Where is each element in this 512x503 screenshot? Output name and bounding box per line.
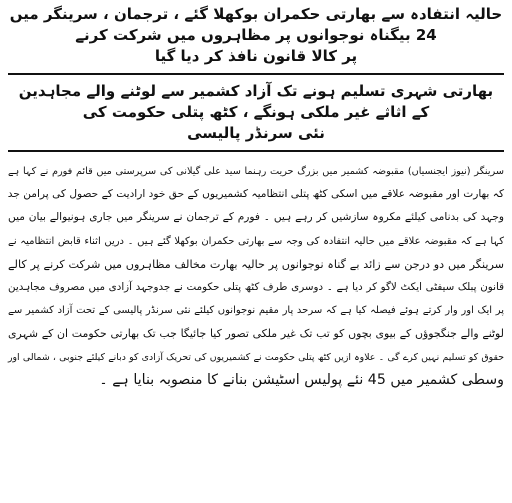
article-line: لوٹنے والے جنگجوؤں کے بیوی بچوں کو تب تک غیر ملکی تصور کیا جائیگا جب تک بھارتی حکومت ان کے شہری: [8, 327, 504, 341]
divider-rule-2: [8, 150, 504, 152]
headline-line-1: حالیہ انتفادہ سے بھارتی حکمران بوکھلا گئے ، ترجمان ، سرینگر میں 24 بیگناہ نوجوانوں پر مظاہروں میں شرکت کرنے: [9, 5, 503, 44]
article-line: وسطی کشمیر میں 45 نئے پولیس اسٹیشن بنانے کا منصوبہ بنایا ہے ۔: [99, 371, 504, 388]
subheadline-line-2: نئی سرنڈر پالیسی: [187, 124, 325, 142]
subheadline: [8, 81, 504, 144]
article-body: [8, 160, 504, 392]
article-line: سرینگر میں دو درجن سے زائد بے گناہ نوجوانوں پر حالیہ بھارت مخالف مظاہروں میں شرکت کرنے پر کالے: [8, 257, 504, 271]
article-line: حقوق کو تسلیم نہیں کرے گی ۔ علاوہ ازیں کٹھ پتلی حکومت نے کشمیریوں کی تحریک آزادی کو دبانے کیلئے جنوبی ، شمالی اور: [8, 351, 504, 363]
article-line: پر ایک اور وار کرتے ہوئے فیصلہ کیا ہے کہ سرحد پار مقیم نوجوانوں کیلئے نئی سرنڈر پالیسی کے تحت آزاد کشمیر سے: [8, 305, 504, 317]
article-line: سرینگر (نیوز ایجنسیاں) مقبوضہ کشمیر میں بزرگ حریت رہنما سید علی گیلانی کی سرپرستی میں قائم فورم نے کہا ہے: [8, 166, 504, 177]
article-line: کہ بھارت اور مقبوضہ علاقے میں اسکی کٹھ پتلی انتظامیہ کشمیریوں کے حق خود ارادیت کے حصول کی پرامن جد: [7, 188, 504, 201]
headline-line-2: پر کالا قانون نافذ کر دیا گیا: [154, 47, 358, 65]
article-line: کہا ہے کہ مقبوضہ علاقے میں حالیہ انتفادہ کی وجہ سے بھارتی حکمران بوکھلا گئے ہیں ۔ دریں اثناء قابض انتظامیہ نے: [8, 235, 504, 247]
article-line: قانون پبلک سیفٹی ایکٹ لاگو کر دیا ہے ۔ دوسری طرف کٹھ پتلی حکومت نے جدوجہد آزادی میں مصروف مجاہدین: [8, 281, 504, 294]
article-line: وجہد کی بدنامی کیلئے مکروہ سازشیں کر رہے ہیں ۔ فورم کے ترجمان نے سرینگر میں جاری ہونیوالے بیان میں: [8, 211, 504, 224]
subheadline-line-1: بھارتی شہری تسلیم ہونے تک آزاد کشمیر سے لوٹنے والے مجاہدین کے اثاثے غیر ملکی ہونگے ، کٹھ پتلی حکومت کی: [18, 82, 494, 121]
headline: [8, 4, 504, 67]
divider-rule: [8, 73, 504, 75]
